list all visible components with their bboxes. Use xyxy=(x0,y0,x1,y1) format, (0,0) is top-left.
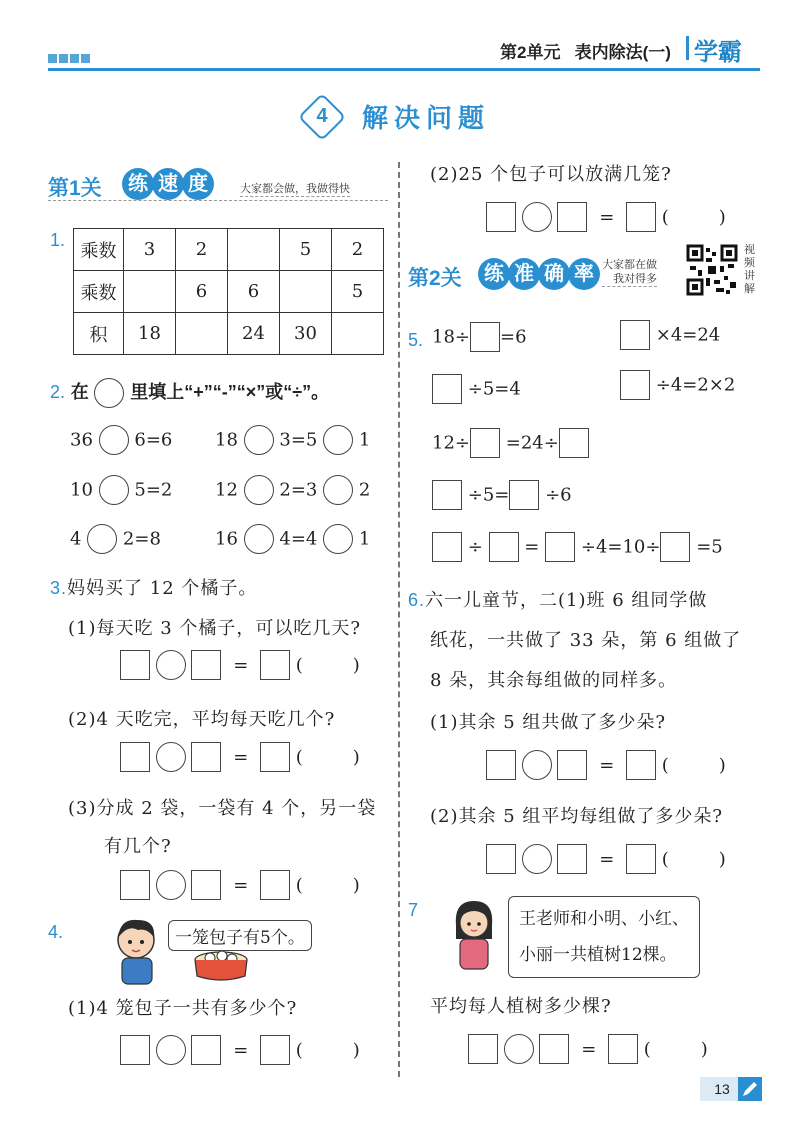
answer-box[interactable] xyxy=(486,844,516,874)
level1-rule xyxy=(48,200,388,201)
answer-circle[interactable] xyxy=(244,524,274,554)
q2-instruction xyxy=(50,378,329,408)
answer-circle[interactable] xyxy=(504,1034,534,1064)
q3-sub3-cont: 有几个? xyxy=(104,836,172,857)
brand-logo: 学霸 xyxy=(694,39,742,66)
answer-box[interactable] xyxy=(260,742,290,772)
speech-bubble: 王老师和小明、小红、 小丽一共植树12棵。 xyxy=(508,896,700,978)
level2-label: 第2关 xyxy=(408,267,462,290)
table-cell: 2 xyxy=(332,229,384,271)
level1-chips xyxy=(122,168,212,200)
q2-item: 16 4=4 1 xyxy=(215,524,370,554)
level1-chip: 速 xyxy=(152,168,184,200)
girl-illustration xyxy=(448,895,500,975)
q3-number: 3. xyxy=(50,578,68,598)
answer-box[interactable] xyxy=(489,532,519,562)
table-row xyxy=(74,229,384,271)
level2-tagline: 大家都在做 我对得多 xyxy=(602,259,657,285)
unit-blank[interactable]: ( ) xyxy=(295,874,360,896)
answer-circle[interactable] xyxy=(244,475,274,505)
answer-box[interactable] xyxy=(626,750,656,780)
level1-label: 第1关 xyxy=(48,177,102,200)
level2-chip: 练 xyxy=(478,258,510,290)
table-cell: 6 xyxy=(228,271,280,313)
q5-expr: ÷5= ÷6 xyxy=(432,480,572,510)
table-cell: 18 xyxy=(124,313,176,355)
table-cell[interactable] xyxy=(280,271,332,313)
q3-sub3: (3)分成 2 袋，一袋有 4 个，另一袋 xyxy=(68,798,377,819)
q6-line2: 纸花，一共做了 33 朵，第 6 组做了 xyxy=(430,630,742,651)
table-cell[interactable] xyxy=(176,313,228,355)
q4-number: 4. xyxy=(48,922,64,942)
table-cell: 5 xyxy=(280,229,332,271)
answer-circle[interactable] xyxy=(323,524,353,554)
level2-chip: 率 xyxy=(568,258,600,290)
answer-box[interactable] xyxy=(432,532,462,562)
q4-sub1: (1)4 笼包子一共有多少个? xyxy=(68,998,298,1019)
q2-number: 2. xyxy=(50,382,66,402)
column-divider xyxy=(398,162,400,1077)
answer-box[interactable] xyxy=(557,750,587,780)
q5-expr: ÷5=4 xyxy=(432,374,521,404)
level1-chip: 度 xyxy=(182,168,214,200)
q3-stem: 3.妈妈买了 12 个橘子。 xyxy=(50,578,258,599)
table-cell: 24 xyxy=(228,313,280,355)
q5-expr: 18÷ =6 xyxy=(432,322,527,352)
answer-box[interactable] xyxy=(620,370,650,400)
answer-box[interactable] xyxy=(260,1035,290,1065)
lesson-title: 解决问题 xyxy=(362,103,491,133)
table-cell: 乘数 xyxy=(74,229,124,271)
header-decoration xyxy=(48,48,92,67)
table-cell: 积 xyxy=(74,313,124,355)
answer-box[interactable] xyxy=(432,374,462,404)
q6-sub1: (1)其余 5 组共做了多少朵? xyxy=(430,712,667,733)
table-cell[interactable]: 2 xyxy=(176,229,228,271)
q2-item: 12 2=3 2 xyxy=(215,475,370,505)
lesson-number: 4 xyxy=(316,105,328,127)
q2-item: 10 5=2 xyxy=(70,475,172,505)
answer-box[interactable] xyxy=(559,428,589,458)
answer-box[interactable] xyxy=(120,742,150,772)
equation-row: = ( ) xyxy=(486,750,732,780)
table-cell: 5 xyxy=(332,271,384,313)
level1-chip: 练 xyxy=(122,168,154,200)
answer-circle[interactable] xyxy=(522,202,552,232)
answer-box[interactable] xyxy=(470,428,500,458)
answer-box[interactable] xyxy=(539,1034,569,1064)
answer-box[interactable] xyxy=(260,870,290,900)
q2-item: 18 3=5 1 xyxy=(215,425,370,455)
answer-box[interactable] xyxy=(608,1034,638,1064)
answer-circle[interactable] xyxy=(156,1035,186,1065)
answer-box[interactable] xyxy=(486,202,516,232)
answer-box[interactable] xyxy=(660,532,690,562)
table-cell[interactable] xyxy=(124,271,176,313)
q6-line1: 6.六一儿童节，二(1)班 6 组同学做 xyxy=(408,590,708,611)
equation-row: = ( ) xyxy=(120,650,366,680)
table-row xyxy=(74,313,384,355)
unit-blank[interactable]: ( ) xyxy=(661,848,726,870)
answer-box[interactable] xyxy=(468,1034,498,1064)
q5-expr: 12÷ =24÷ xyxy=(432,428,589,458)
q7-question: 平均每人植树多少棵? xyxy=(430,996,612,1017)
answer-circle xyxy=(94,378,124,408)
answer-box[interactable] xyxy=(191,1035,221,1065)
answer-circle[interactable] xyxy=(323,425,353,455)
answer-circle[interactable] xyxy=(156,870,186,900)
multiplication-table xyxy=(73,228,384,355)
answer-box[interactable] xyxy=(120,1035,150,1065)
q6-sub2: (2)其余 5 组平均每组做了多少朵? xyxy=(430,806,724,827)
equation-row: = ( ) xyxy=(120,1035,366,1065)
answer-box[interactable] xyxy=(626,844,656,874)
video-label: 视频讲解 xyxy=(744,244,755,295)
q3-sub2: (2)4 天吃完，平均每天吃几个? xyxy=(68,709,336,730)
answer-box[interactable] xyxy=(486,750,516,780)
pencil-icon xyxy=(738,1077,762,1101)
answer-circle[interactable] xyxy=(244,425,274,455)
q7-number: 7 xyxy=(408,900,419,920)
q5-expr: ÷4=2×2 xyxy=(620,370,735,400)
unit-blank[interactable]: ( ) xyxy=(661,754,726,776)
q5-number: 5. xyxy=(408,330,424,350)
answer-box[interactable] xyxy=(120,870,150,900)
q2-suffix: 里填上“+”“-”“×”或“÷”。 xyxy=(130,382,330,402)
q1-number: 1. xyxy=(50,230,66,250)
level2-chip: 确 xyxy=(538,258,570,290)
answer-circle[interactable] xyxy=(99,425,129,455)
answer-box[interactable] xyxy=(120,650,150,680)
answer-box[interactable] xyxy=(191,650,221,680)
table-row xyxy=(74,271,384,313)
unit-blank[interactable]: ( ) xyxy=(643,1038,708,1060)
q2-prefix: 在 xyxy=(70,382,89,402)
answer-box[interactable] xyxy=(432,480,462,510)
answer-box[interactable] xyxy=(191,870,221,900)
q2-item: 36 6=6 xyxy=(70,425,172,455)
unit-blank[interactable]: ( ) xyxy=(295,654,360,676)
equation-row: = ( ) xyxy=(120,742,366,772)
level1-tagline: 大家都会做，我做得快 xyxy=(240,180,350,197)
answer-circle[interactable] xyxy=(99,475,129,505)
boy-illustration xyxy=(108,910,168,990)
unit-label: 第2单元 表内除法(一) xyxy=(500,43,671,62)
answer-box[interactable] xyxy=(509,480,539,510)
unit-blank[interactable]: ( ) xyxy=(295,1039,360,1061)
page-number: 13 xyxy=(700,1077,744,1101)
answer-box[interactable] xyxy=(470,322,500,352)
answer-circle[interactable] xyxy=(522,844,552,874)
answer-box[interactable] xyxy=(557,844,587,874)
q5-expr: ÷ = ÷4=10÷ =5 xyxy=(432,532,723,562)
answer-circle[interactable] xyxy=(323,475,353,505)
table-cell: 乘数 xyxy=(74,271,124,313)
answer-box[interactable] xyxy=(626,202,656,232)
table-cell: 3 xyxy=(124,229,176,271)
q5-expr: ×4=24 xyxy=(620,320,720,350)
q2-item: 4 2=8 xyxy=(70,524,161,554)
steamer-basket-illustration xyxy=(192,948,250,984)
answer-circle[interactable] xyxy=(87,524,117,554)
table-cell: 6 xyxy=(176,271,228,313)
unit-blank[interactable]: ( ) xyxy=(661,206,726,228)
answer-box[interactable] xyxy=(620,320,650,350)
answer-box[interactable] xyxy=(545,532,575,562)
table-cell[interactable] xyxy=(332,313,384,355)
answer-circle[interactable] xyxy=(522,750,552,780)
q6-line3: 8 朵，其余每组做的同样多。 xyxy=(430,670,678,691)
table-cell[interactable] xyxy=(228,229,280,271)
q4-sub2: (2)25 个包子可以放满几笼? xyxy=(430,164,672,185)
answer-circle[interactable] xyxy=(156,742,186,772)
q3-sub1: (1)每天吃 3 个橘子，可以吃几天? xyxy=(68,618,362,639)
brand-separator xyxy=(686,36,689,60)
unit-blank[interactable]: ( ) xyxy=(295,746,360,768)
answer-box[interactable] xyxy=(191,742,221,772)
q6-number: 6. xyxy=(408,590,426,610)
level2-chips xyxy=(478,258,598,290)
level2-chip: 准 xyxy=(508,258,540,290)
qr-code-icon[interactable] xyxy=(686,244,738,296)
equation-row: = ( ) xyxy=(486,844,732,874)
equation-row: = ( ) xyxy=(486,202,732,232)
answer-circle[interactable] xyxy=(156,650,186,680)
speech-bubble: 一笼包子有5个。 xyxy=(168,920,312,951)
header-rule xyxy=(48,68,760,71)
answer-box[interactable] xyxy=(557,202,587,232)
equation-row: = ( ) xyxy=(468,1034,714,1064)
equation-row: = ( ) xyxy=(120,870,366,900)
answer-box[interactable] xyxy=(260,650,290,680)
table-cell: 30 xyxy=(280,313,332,355)
